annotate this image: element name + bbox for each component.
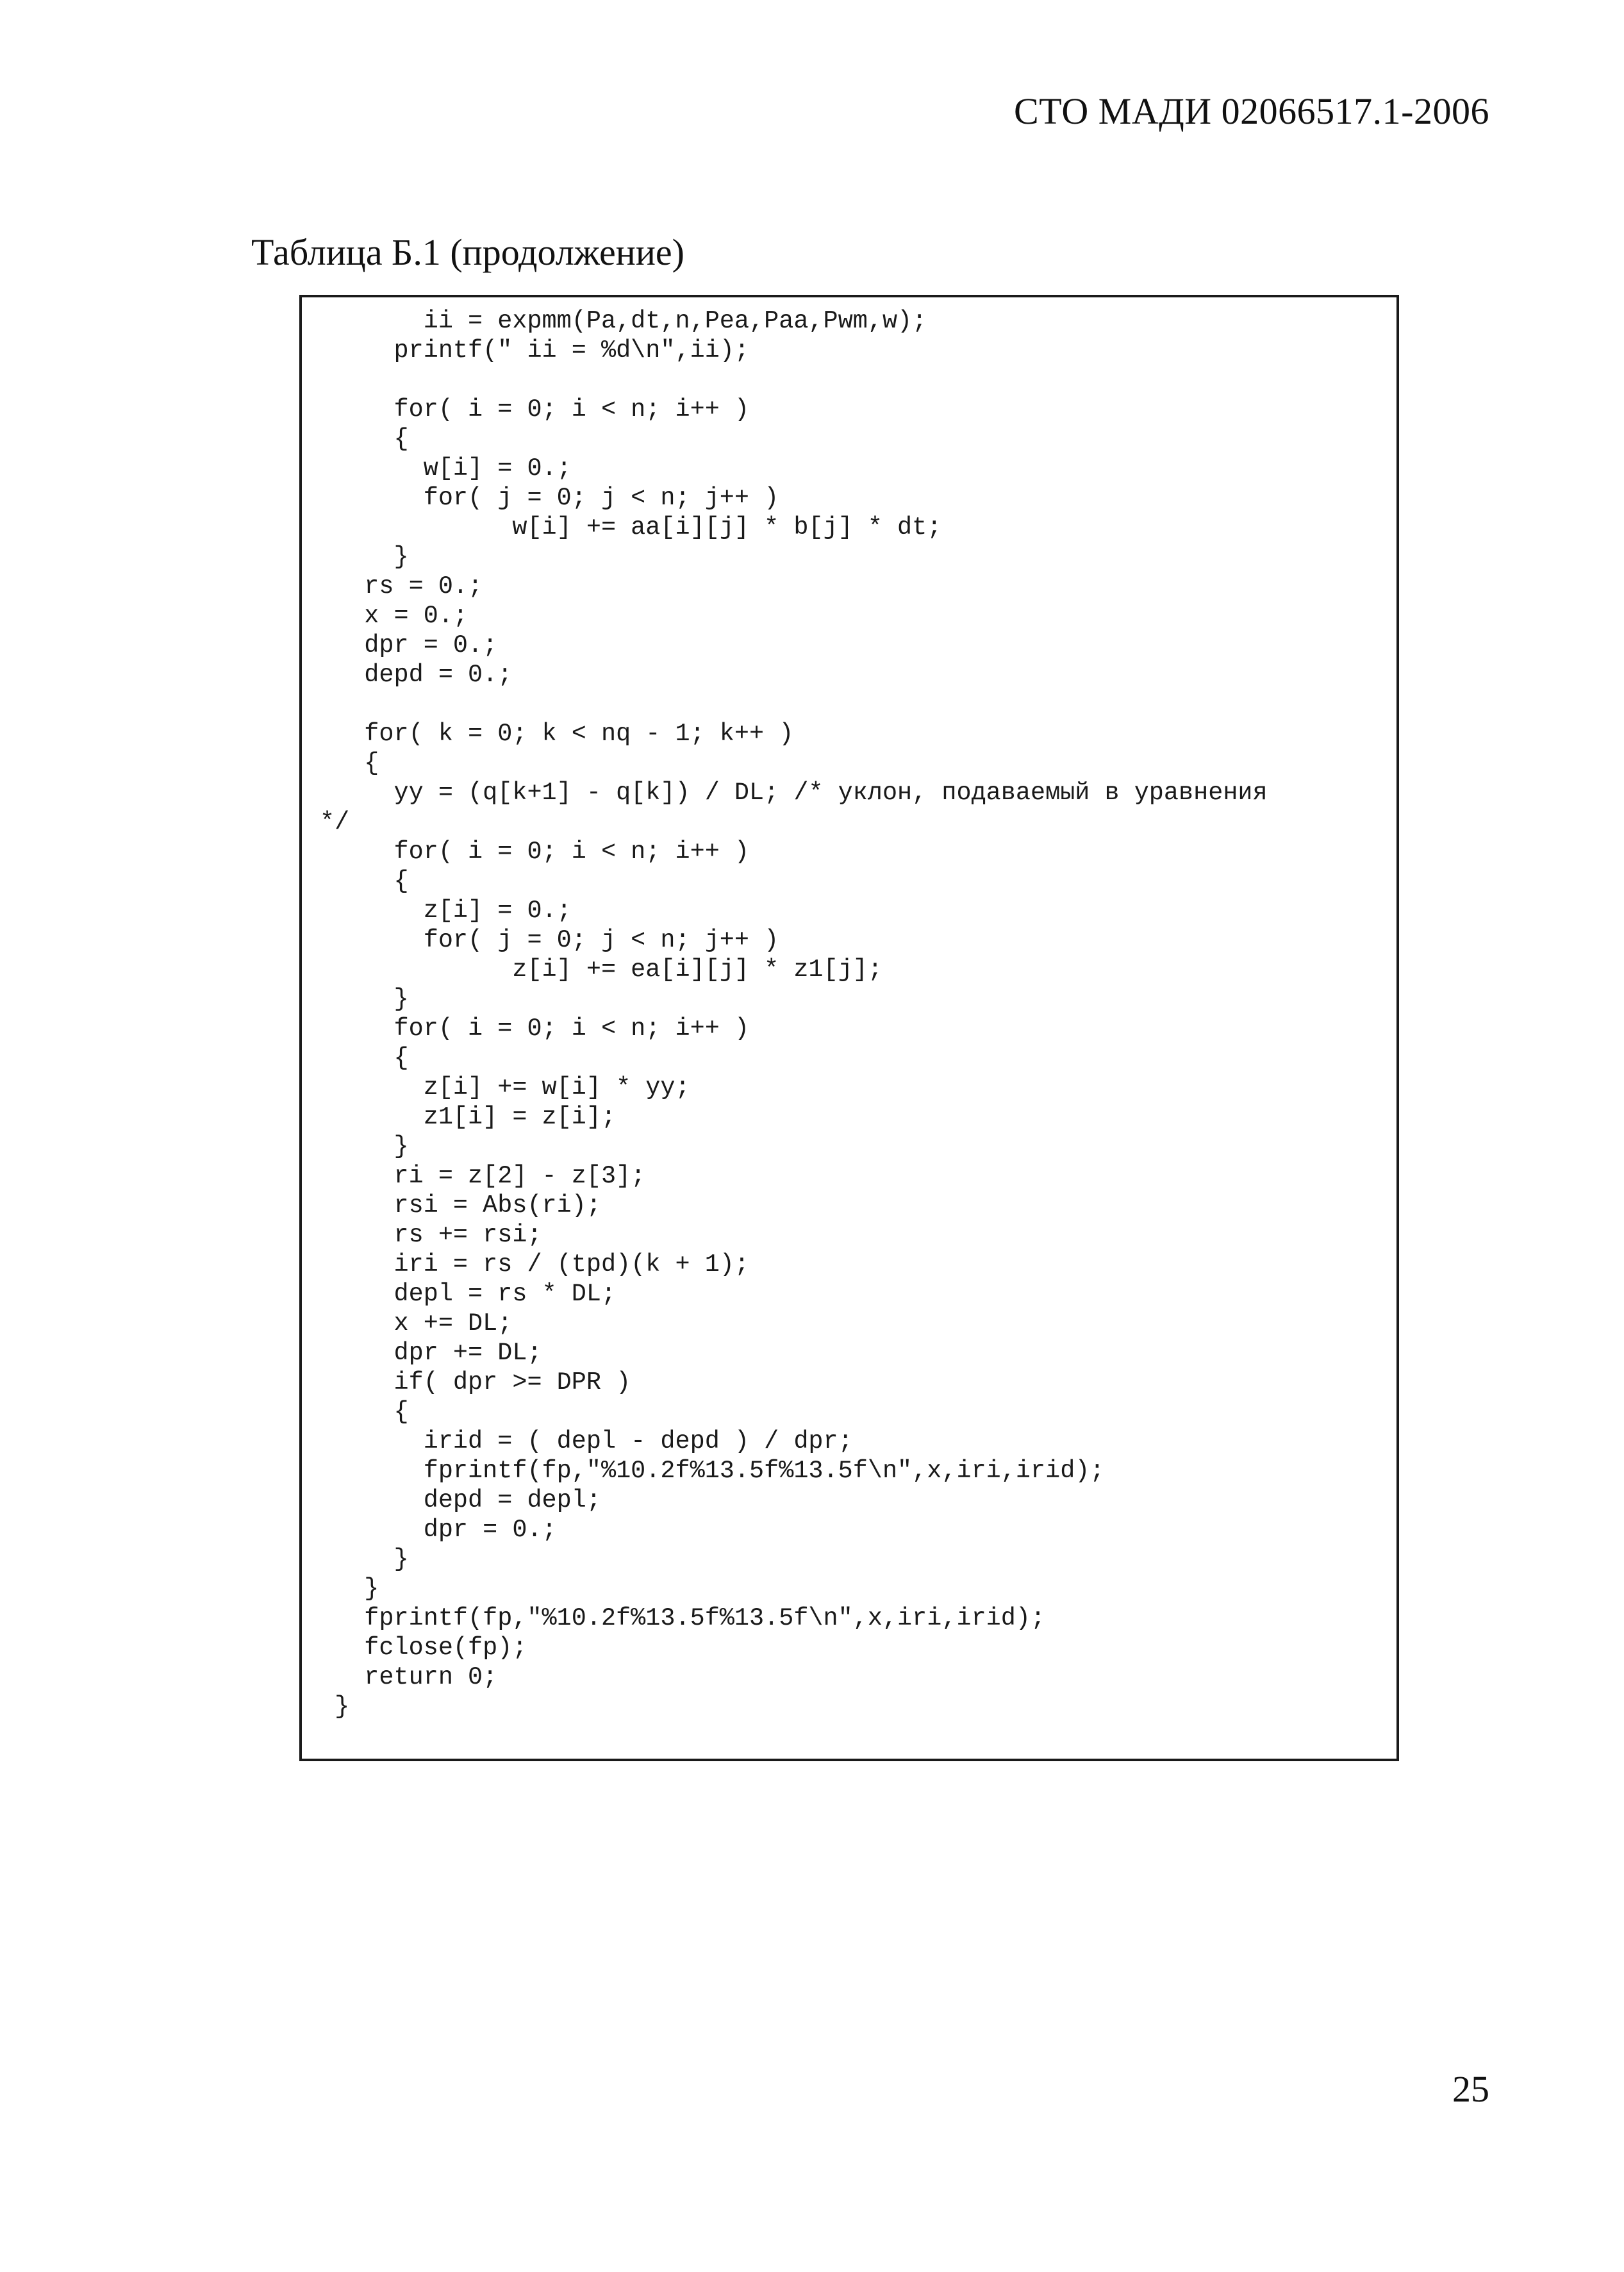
code-line: z[i] += ea[i][j] * z1[j]; [320, 956, 882, 984]
table-caption: Таблица Б.1 (продолжение) [251, 231, 684, 273]
code-line: x += DL; [320, 1309, 513, 1338]
code-line: z[i] += w[i] * yy; [320, 1074, 690, 1102]
code-line: rs += rsi; [320, 1221, 542, 1249]
code-line: fprintf(fp,"%10.2f%13.5f%13.5f\n",x,iri,irid); [320, 1604, 1046, 1632]
code-line: fprintf(fp,"%10.2f%13.5f%13.5f\n",x,iri,irid); [320, 1457, 1105, 1485]
code-line: if( dpr >= DPR ) [320, 1368, 631, 1397]
code-line: x = 0.; [320, 602, 468, 630]
code-line: { [320, 425, 409, 453]
code-line: dpr += DL; [320, 1339, 542, 1367]
code-line: for( i = 0; i < n; i++ ) [320, 838, 750, 866]
code-line: } [320, 985, 409, 1013]
code-line: dpr = 0.; [320, 631, 498, 659]
code-line: irid = ( depl - depd ) / dpr; [320, 1427, 853, 1455]
code-line: dpr = 0.; [320, 1516, 557, 1544]
code-line: for( j = 0; j < n; j++ ) [320, 926, 779, 954]
code-line: printf(" ii = %d\n",ii); [320, 336, 750, 365]
page-number: 25 [1452, 2068, 1489, 2110]
code-line: } [320, 1545, 409, 1573]
code-line: for( i = 0; i < n; i++ ) [320, 1015, 750, 1043]
code-line: return 0; [320, 1663, 498, 1691]
code-line: for( k = 0; k < nq - 1; k++ ) [320, 720, 794, 748]
code-line: w[i] = 0.; [320, 454, 572, 483]
code-line: depl = rs * DL; [320, 1280, 617, 1308]
code-line: rsi = Abs(ri); [320, 1191, 601, 1220]
code-line: */ [320, 808, 350, 836]
document-standard-code: СТО МАДИ 02066517.1-2006 [1014, 90, 1489, 132]
code-line: ri = z[2] - z[3]; [320, 1162, 646, 1190]
code-line: yy = (q[k+1] - q[k]) / DL; /* уклон, подаваемый в уравнения [320, 779, 1268, 807]
code-line: { [320, 749, 379, 777]
code-line: z1[i] = z[i]; [320, 1103, 617, 1131]
code-listing-box [299, 295, 1399, 1761]
code-line: { [320, 1044, 409, 1072]
code-line: depd = 0.; [320, 661, 513, 689]
code-line: for( i = 0; i < n; i++ ) [320, 395, 750, 424]
code-line: for( j = 0; j < n; j++ ) [320, 484, 779, 512]
code-line: { [320, 867, 409, 895]
code-line: iri = rs / (tpd)(k + 1); [320, 1250, 750, 1279]
code-line: } [320, 1693, 350, 1721]
code-line: z[i] = 0.; [320, 897, 572, 925]
code-line: rs = 0.; [320, 572, 483, 601]
code-line: } [320, 1132, 409, 1161]
code-line: { [320, 1398, 409, 1426]
code-line: ii = expmm(Pa,dt,n,Pea,Paa,Pwm,w); [320, 307, 927, 335]
code-line: } [320, 543, 409, 571]
code-line: } [320, 1575, 379, 1603]
code-line: w[i] += aa[i][j] * b[j] * dt; [320, 513, 942, 542]
code-line: fclose(fp); [320, 1634, 527, 1662]
code-line: depd = depl; [320, 1486, 601, 1514]
